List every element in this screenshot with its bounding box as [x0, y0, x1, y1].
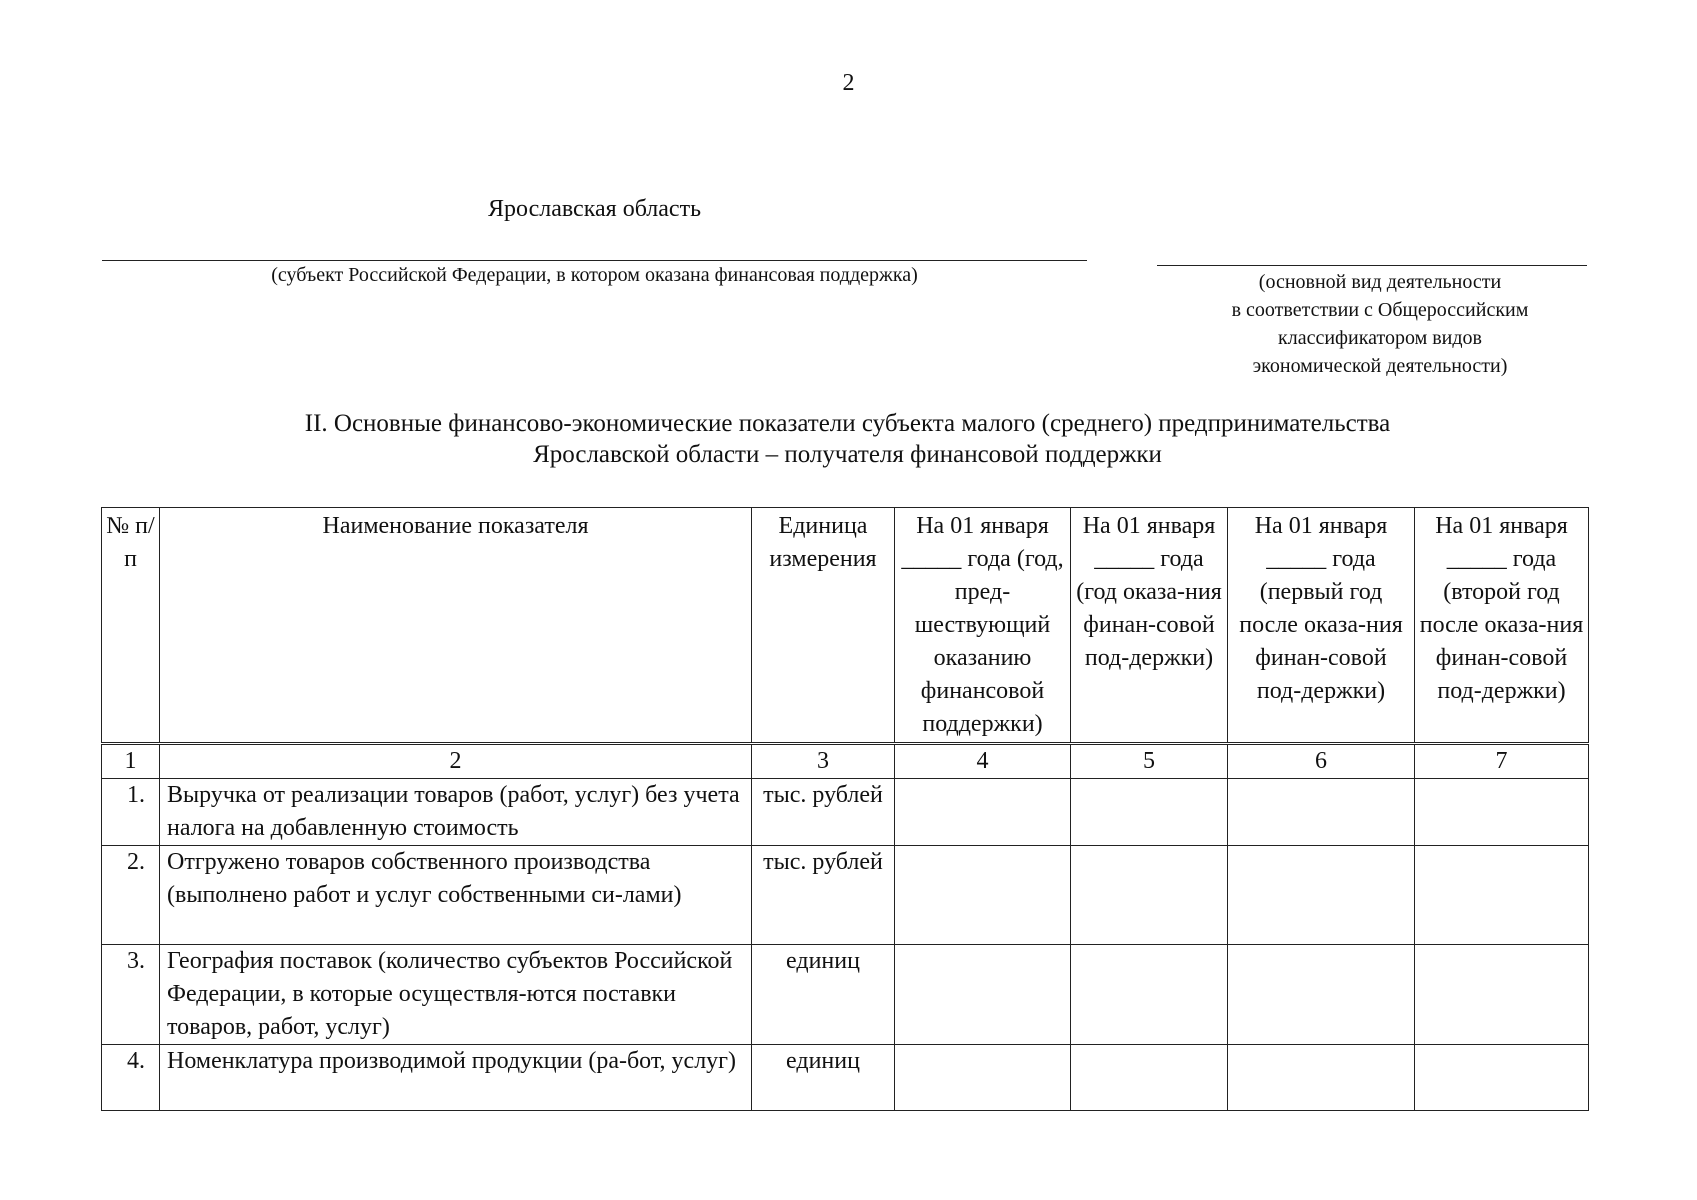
table-row: [102, 1045, 1589, 1111]
page-number: 2: [842, 70, 855, 96]
indicator-unit: тыс. рублей: [752, 779, 895, 846]
value-cell-col6[interactable]: [1228, 846, 1415, 945]
indicator-name: Номенклатура производимой продукции (ра-бот, услуг): [160, 1045, 752, 1111]
header-col7: На 01 января _____ года (второй год после оказа-ния финан-совой под-держки): [1415, 508, 1589, 744]
indicator-name: Выручка от реализации товаров (работ, услуг) без учета налога на добавленную стоимость: [160, 779, 752, 846]
header-col6: На 01 января _____ года (первый год после оказа-ния финан-совой под-держки): [1228, 508, 1415, 744]
region-underline: [102, 260, 1087, 261]
header-unit: Единица измерения: [752, 508, 895, 744]
table-row: [102, 846, 1589, 945]
section-title: [120, 408, 1575, 470]
column-number: 4: [895, 744, 1071, 779]
row-number: 1.: [102, 779, 160, 846]
header-name: Наименование показателя: [160, 508, 752, 744]
header-col4: На 01 января _____ года (год, пред-шествующий оказанию финансовой поддержки): [895, 508, 1071, 744]
indicators-table: [101, 507, 1589, 1111]
table-row: [102, 779, 1589, 846]
value-cell-col5[interactable]: [1071, 846, 1228, 945]
column-number: 5: [1071, 744, 1228, 779]
table-row: [102, 945, 1589, 1045]
value-cell-col4[interactable]: [895, 945, 1071, 1045]
column-number: 2: [160, 744, 752, 779]
value-cell-col5[interactable]: [1071, 1045, 1228, 1111]
table-header-row: [102, 508, 1589, 744]
activity-caption-line: экономической деятельности): [1252, 355, 1508, 377]
row-number: 4.: [102, 1045, 160, 1111]
activity-underline: [1157, 265, 1587, 266]
value-cell-col6[interactable]: [1228, 945, 1415, 1045]
column-number: 6: [1228, 744, 1415, 779]
value-cell-col7[interactable]: [1415, 846, 1589, 945]
row-number: 2.: [102, 846, 160, 945]
column-number: 1: [102, 744, 160, 779]
value-cell-col4[interactable]: [895, 846, 1071, 945]
activity-caption-line: классификатором видов: [1278, 327, 1482, 349]
indicator-name: Отгружено товаров собственного производства (выполнено работ и услуг собственными си-лами): [160, 846, 752, 945]
indicator-unit: тыс. рублей: [752, 846, 895, 945]
activity-caption-line: (основной вид деятельности: [1258, 271, 1502, 293]
indicator-unit: единиц: [752, 945, 895, 1045]
value-cell-col6[interactable]: [1228, 1045, 1415, 1111]
value-cell-col4[interactable]: [895, 779, 1071, 846]
value-cell-col7[interactable]: [1415, 1045, 1589, 1111]
column-number: 3: [752, 744, 895, 779]
activity-caption-line: в соответствии с Общероссийским: [1231, 299, 1529, 321]
row-number: 3.: [102, 945, 160, 1045]
value-cell-col6[interactable]: [1228, 779, 1415, 846]
section-title-line: Ярославской области – получателя финансовой поддержки: [533, 441, 1162, 468]
indicator-name: География поставок (количество субъектов Российской Федерации, в которые осуществля-ются поставки товаров, работ, услуг): [160, 945, 752, 1045]
value-cell-col5[interactable]: [1071, 779, 1228, 846]
activity-caption: [1140, 268, 1620, 380]
section-title-line: II. Основные финансово-экономические показатели субъекта малого (среднего) предпринимательства: [304, 410, 1391, 437]
column-number: 7: [1415, 744, 1589, 779]
header-num: № п/п: [102, 508, 160, 744]
region-caption: (субъект Российской Федерации, в котором оказана финансовая поддержка): [271, 264, 918, 286]
value-cell-col7[interactable]: [1415, 945, 1589, 1045]
value-cell-col7[interactable]: [1415, 779, 1589, 846]
region-name: Ярославская область: [487, 196, 702, 222]
header-col5: На 01 января _____ года (год оказа-ния финан-совой под-держки): [1071, 508, 1228, 744]
column-number-row: [102, 744, 1589, 779]
value-cell-col5[interactable]: [1071, 945, 1228, 1045]
indicator-unit: единиц: [752, 1045, 895, 1111]
value-cell-col4[interactable]: [895, 1045, 1071, 1111]
